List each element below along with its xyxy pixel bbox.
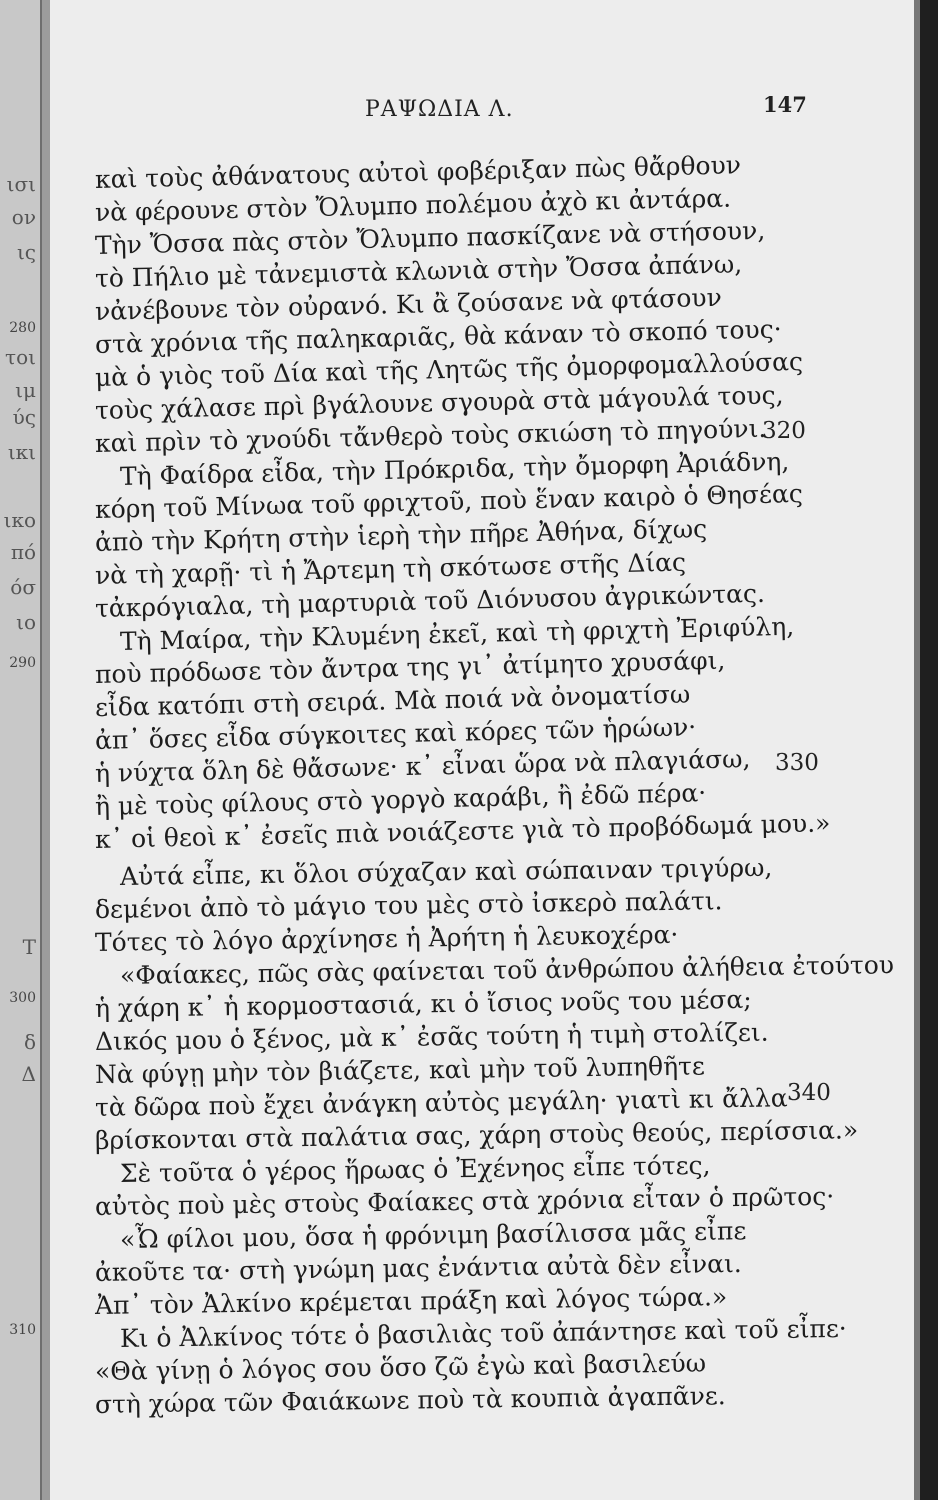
margin-fragment: δ <box>23 1030 36 1054</box>
line-number: 330 <box>775 750 819 776</box>
text-line: ἡ νύχτα ὅλη δὲ θἄσωνε· κ᾽ εἶναι ὥρα νὰ πλαγιάσω, <box>94 744 751 788</box>
text-line: Κι ὁ Ἀλκίνος τότε ὁ βασιλιὰς τοῦ ἀπάντησε καὶ τοῦ εἶπε· <box>119 1313 847 1353</box>
text-line: βρίσκονται στὰ παλάτια σας, χάρη στοὺς θεούς, περίσσια.» <box>94 1115 859 1155</box>
text-line: νὰ τὴ χαρῇ· τὶ ἡ Ἄρτεμη τὴ σκότωσε στῆς Δίας <box>94 547 687 590</box>
text-line: τὰ δῶρα ποὺ ἔχει ἀνάγκη αὐτὸς μεγάλη· γιατὶ κι ἄλλα <box>94 1083 788 1122</box>
text-line: στὰ χρόνια τῆς παληκαριᾶς, θὰ κάναν τὸ σκοπό τους· <box>94 314 782 359</box>
margin-line-number: 310 <box>9 1322 36 1338</box>
margin-fragment: ιμ <box>15 378 36 402</box>
margin-line-number: 300 <box>9 990 36 1006</box>
text-line: ἀκοῦτε τα· στὴ γνώμη μας ἐνάντια αὐτὰ δὲν εἶναι. <box>94 1248 742 1287</box>
text-line: νὰ φέρουνε στὸν Ὄλυμπο πολέμου ἀχὸ κι ἀντάρα. <box>94 183 732 227</box>
line-number: 320 <box>762 418 806 444</box>
margin-fragment: ις <box>16 240 36 264</box>
text-line: κ᾽ οἱ θεοὶ κ᾽ ἐσεῖς πιὰ νοιάζεστε γιὰ τὸ προβόδωμά μου.» <box>94 808 831 854</box>
text-line: Τὴν Ὄσσα πὰς στὸν Ὄλυμπο πασκίζανε νὰ στήσουν, <box>94 215 766 260</box>
text-line: Τότες τὸ λόγο ἀρχίνησε ἡ Ἀρήτη ἡ λευκοχέρα· <box>94 919 679 957</box>
text-line: εἶδα κατόπι στὴ σειρά. Μὰ ποιά νὰ ὀνοματίσω <box>94 679 691 722</box>
margin-fragment: πό <box>10 540 36 564</box>
text-line: νἀνέβουνε τὸν οὐρανό. Κι ἂ ζούσανε νὰ φτάσουν <box>94 282 723 326</box>
text-line: δεμένοι ἀπὸ τὸ μάγιο του μὲς στὸ ἰσκερὸ παλάτι. <box>94 886 723 924</box>
previous-page-edge <box>0 0 40 1500</box>
margin-fragment: ικι <box>7 440 36 464</box>
text-line: ἢ μὲ τοὺς φίλους στὸ γοργὸ καράβι, ἢ ἐδῶ πέρα· <box>94 778 707 821</box>
margin-fragment: ιο <box>16 610 36 634</box>
text-line: Τὴ Μαίρα, τὴν Κλυμένη ἐκεῖ, καὶ τὴ φριχτὴ Ἐριφύλη, <box>119 611 795 656</box>
margin-fragment: ικο <box>3 508 36 532</box>
text-line: Νὰ φύγῃ μὴν τὸν βιάζετε, καὶ μὴν τοῦ λυπηθῆτε <box>94 1051 706 1089</box>
margin-fragment: ισι <box>6 172 36 196</box>
margin-fragment: Δ <box>21 1062 36 1086</box>
text-line: «Θὰ γίνῃ ὁ λόγος σου ὅσο ζῶ ἐγὼ καὶ βασιλεύω <box>94 1348 707 1386</box>
text-line: κόρη τοῦ Μίνωα τοῦ φριχτοῦ, ποὺ ἕναν καιρὸ ὁ Θησέας <box>94 478 804 524</box>
line-number: 340 <box>787 1080 831 1106</box>
text-line: Αὐτά εἶπε, κι ὅλοι σύχαζαν καὶ σώπαιναν τριγύρω, <box>119 852 773 891</box>
margin-fragment: ύς <box>12 405 36 429</box>
binding-gutter <box>40 0 50 1500</box>
margin-fragment: ον <box>11 205 36 229</box>
margin-fragment: T <box>22 935 36 959</box>
text-line: Τὴ Φαίδρα εἶδα, τὴν Πρόκριδα, τὴν ὄμορφη Ἀριάδνη, <box>119 446 790 491</box>
text-line: τοὺς χάλασε πρὶ βγάλουνε σγουρὰ στὰ μάγουλά τους, <box>94 380 784 425</box>
text-line: ἡ χάρη κ᾽ ἡ κορμοστασιά, κι ὁ ἴσιος νοῦς του μέσα; <box>94 984 752 1023</box>
text-line: μὰ ὁ γιὸς τοῦ Δία καὶ τῆς Λητῶς τῆς ὀμορφομαλλούσας <box>94 346 804 392</box>
text-line: Σὲ τοῦτα ὁ γέρος ἥρωας ὁ Ἐχένηος εἶπε τότες, <box>119 1150 711 1188</box>
text-line: καὶ τοὺς ἀθάνατους αὐτοὶ φοβέριξαν πὼς θἄρθουν <box>94 150 742 194</box>
text-line: τὸ Πήλιο μὲ τἀνεμιστὰ κλωνιὰ στὴν Ὄσσα ἀπάνω, <box>94 249 743 293</box>
text-line: τἀκρόγιαλα, τὴ μαρτυριὰ τοῦ Διόνυσου ἀγρικώντας. <box>94 578 766 623</box>
scan-edge-shadow <box>914 0 938 1500</box>
text-line: ἀπὸ τὴν Κρήτη στὴν ἱερὴ τὴν πῆρε Ἀθήνα, δίχως <box>94 514 708 557</box>
page-number: 147 <box>763 92 807 117</box>
margin-line-number: 280 <box>9 320 36 336</box>
margin-fragment: όσ <box>10 575 36 599</box>
text-line: αὐτὸς ποὺ μὲς στοὺς Φαίακες στὰ χρόνια εἶταν ὁ πρῶτος· <box>94 1181 835 1221</box>
margin-line-number: 290 <box>9 655 36 671</box>
page-title: ΡΑΨΩΔΙΑ Λ. <box>365 97 514 122</box>
text-line: «Ὦ φίλοι μου, ὅσα ἡ φρόνιμη βασίλισσα μᾶς εἶπε <box>119 1216 747 1254</box>
text-line: ποὺ πρόδωσε τὸν ἄντρα της γι᾽ ἀτίμητο χρυσάφι, <box>94 645 726 689</box>
text-line: στὴ χώρα τῶν Φαιάκωνε ποὺ τὰ κουπιὰ ἀγαπᾶνε. <box>94 1381 726 1419</box>
text-line: ἀπ᾽ ὅσες εἶδα σύγκοιτες καὶ κόρες τῶν ἡρώων· <box>94 712 697 755</box>
text-line: καὶ πρὶν τὸ χνούδι τἄνθερὸ τοὺς σκιώση τὸ πηγούνι. <box>94 413 767 458</box>
text-line: Δικός μου ὁ ξένος, μὰ κ᾽ ἐσᾶς τούτη ἡ τιμὴ στολίζει. <box>94 1017 769 1056</box>
text-line: «Φαίακες, πῶς σὰς φαίνεται τοῦ ἀνθρώπου ἀλήθεια ἐτούτου <box>119 950 895 990</box>
margin-fragment: τοι <box>5 345 36 369</box>
text-line: Ἀπ᾽ τὸν Ἀλκίνο κρέμεται πράξη καὶ λόγος τώρα.» <box>94 1282 728 1320</box>
